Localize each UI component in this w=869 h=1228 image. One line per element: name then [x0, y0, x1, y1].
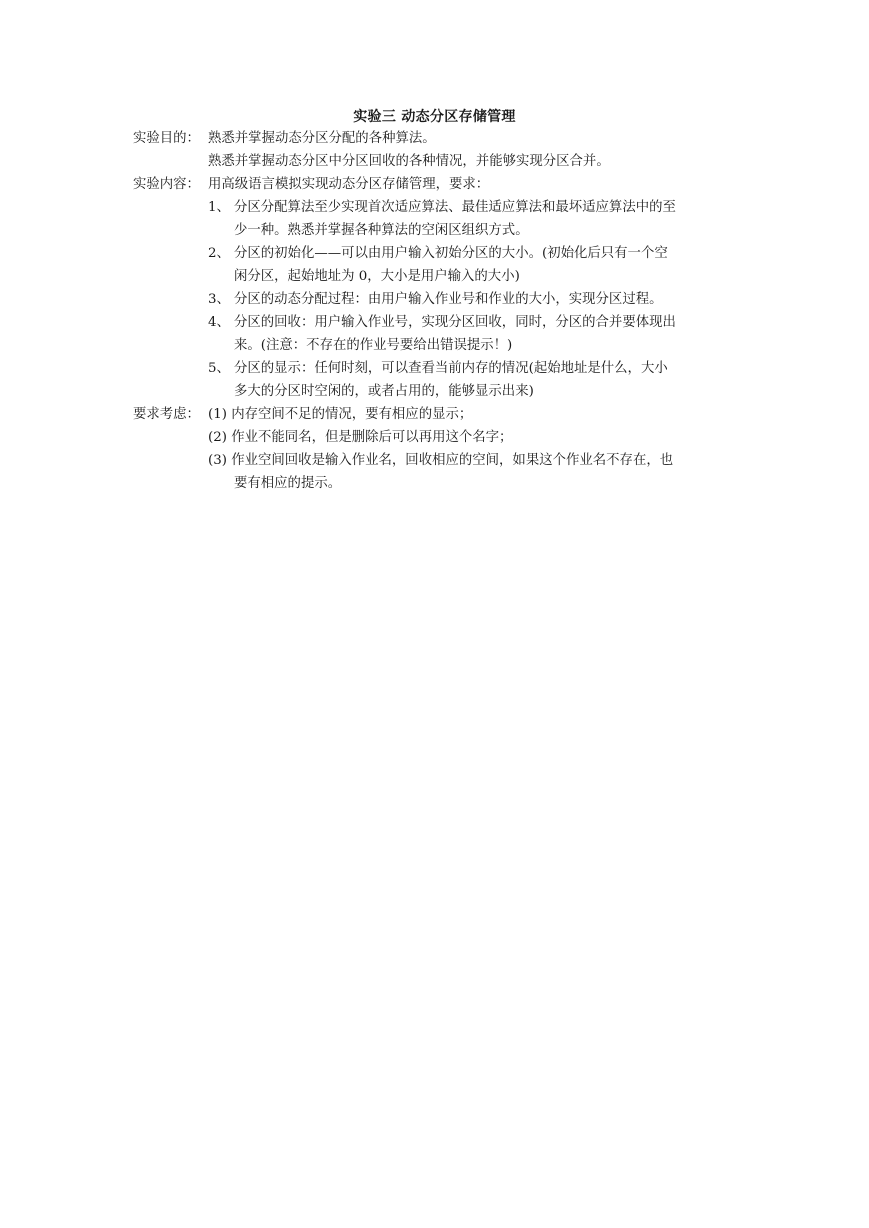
- document-title: 实验三 动态分区存储管理: [353, 109, 516, 125]
- content-item-4-number: 4、: [208, 315, 230, 330]
- requirement-3-line-1: (3) 作业空间回收是输入作业名，回收相应的空间，如果这个作业名不存在，也: [208, 453, 674, 468]
- content-item-5-line-1: 分区的显示：任何时刻，可以查看当前内存的情况(起始地址是什么，大小: [234, 361, 668, 376]
- purpose-line-2: 熟悉并掌握动态分区中分区回收的各种情况，并能够实现分区合并。: [208, 154, 610, 169]
- requirements-label: 要求考虑：: [133, 407, 200, 422]
- content-item-2-number: 2、: [208, 246, 230, 261]
- requirement-2: (2) 作业不能同名，但是删除后可以再用这个名字；: [208, 430, 513, 445]
- content-label: 实验内容：: [133, 177, 200, 192]
- content-item-1-number: 1、: [208, 200, 230, 215]
- purpose-label: 实验目的：: [133, 131, 200, 146]
- content-item-2-line-2: 闲分区，起始地址为 0，大小是用户输入的大小): [234, 269, 520, 284]
- requirement-3-line-2: 要有相应的提示。: [234, 476, 342, 491]
- content-item-5-line-2: 多大的分区时空闲的，或者占用的，能够显示出来): [234, 384, 534, 399]
- content-item-5-number: 5、: [208, 361, 230, 376]
- requirement-1: (1) 内存空间不足的情况，要有相应的显示；: [208, 407, 473, 422]
- content-item-4-line-2: 来。(注意：不存在的作业号要给出错误提示！): [234, 338, 513, 353]
- content-item-2-line-1: 分区的初始化——可以由用户输入初始分区的大小。(初始化后只有一个空: [234, 246, 668, 261]
- content-item-3-line-1: 分区的动态分配过程：由用户输入作业号和作业的大小，实现分区过程。: [234, 292, 663, 307]
- content-item-3-number: 3、: [208, 292, 230, 307]
- content-intro: 用高级语言模拟实现动态分区存储管理，要求：: [208, 177, 490, 192]
- content-item-1-line-1: 分区分配算法至少实现首次适应算法、最佳适应算法和最坏适应算法中的至: [234, 200, 676, 215]
- content-item-1-line-2: 少一种。熟悉并掌握各种算法的空闲区组织方式。: [234, 223, 529, 238]
- content-item-4-line-1: 分区的回收：用户输入作业号，实现分区回收，同时，分区的合并要体现出: [234, 315, 676, 330]
- purpose-line-1: 熟悉并掌握动态分区分配的各种算法。: [208, 131, 436, 146]
